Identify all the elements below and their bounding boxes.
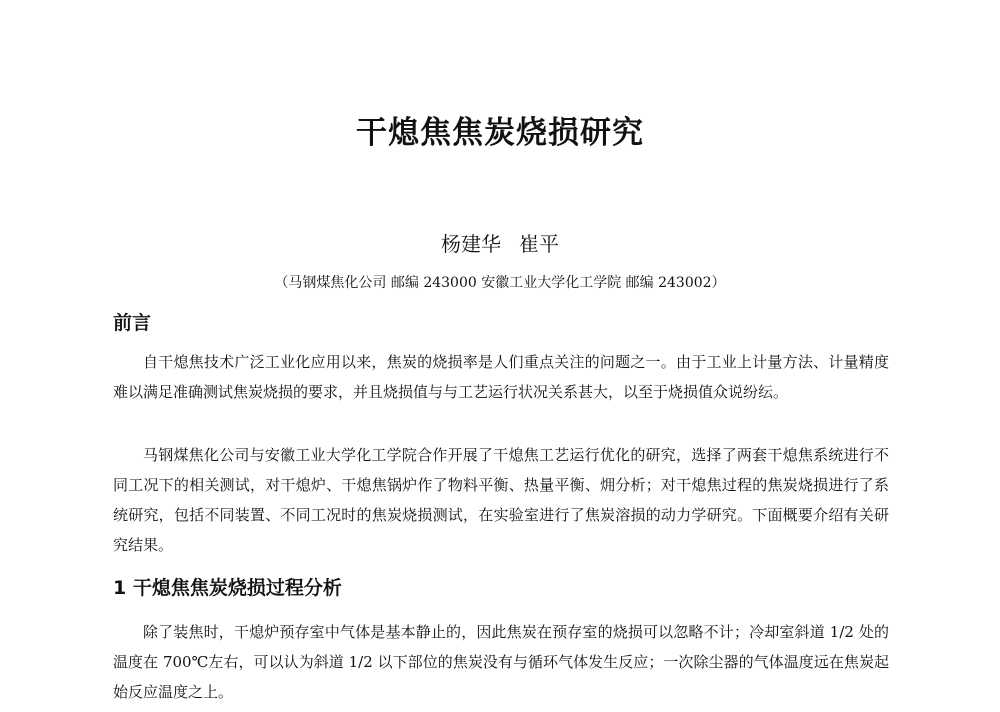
author-name: 崔平 bbox=[519, 232, 559, 256]
paper-title: 干熄焦焦炭烧损研究 bbox=[356, 115, 644, 151]
section-heading-preface: 前言 bbox=[113, 312, 152, 334]
section-heading-1: 1 干熄焦焦炭烧损过程分析 bbox=[113, 577, 342, 599]
author-list bbox=[0, 230, 1000, 258]
body-paragraph: 自干熄焦技术广泛工业化应用以来，焦炭的烧损率是人们重点关注的问题之一。由于工业上计量方法、计量精度难以满足准确测试焦炭烧损的要求，并且烧损值与与工艺运行状况关系甚大，以至于烧损值众说纷纭。 bbox=[113, 353, 889, 401]
author-name: 杨建华 bbox=[441, 232, 501, 256]
body-paragraph: 马钢煤焦化公司与安徽工业大学化工学院合作开展了干熄焦工艺运行优化的研究，选择了两套干熄焦系统进行不同工况下的相关测试，对干熄炉、干熄焦锅炉作了物料平衡、热量平衡、㶲分析；对干熄焦过程的焦炭烧损进行了系统研究，包括不同装置、不同工况时的焦炭烧损测试，在实验室进行了焦炭溶损的动力学研究。下面概要介绍有关研究结果。 bbox=[113, 446, 889, 554]
affiliation-line: （马钢煤焦化公司 邮编 243000 安徽工业大学化工学院 邮编 243002） bbox=[274, 275, 726, 291]
body-paragraph: 除了装焦时，干熄炉预存室中气体是基本静止的，因此焦炭在预存室的烧损可以忽略不计；冷却室斜道 1/2 处的温度在 700℃左右，可以认为斜道 1/2 以下部位的焦炭没有与循环气体发生反应；一次除尘器的气体温度远在焦炭起始反应温度之上。 bbox=[113, 623, 889, 701]
